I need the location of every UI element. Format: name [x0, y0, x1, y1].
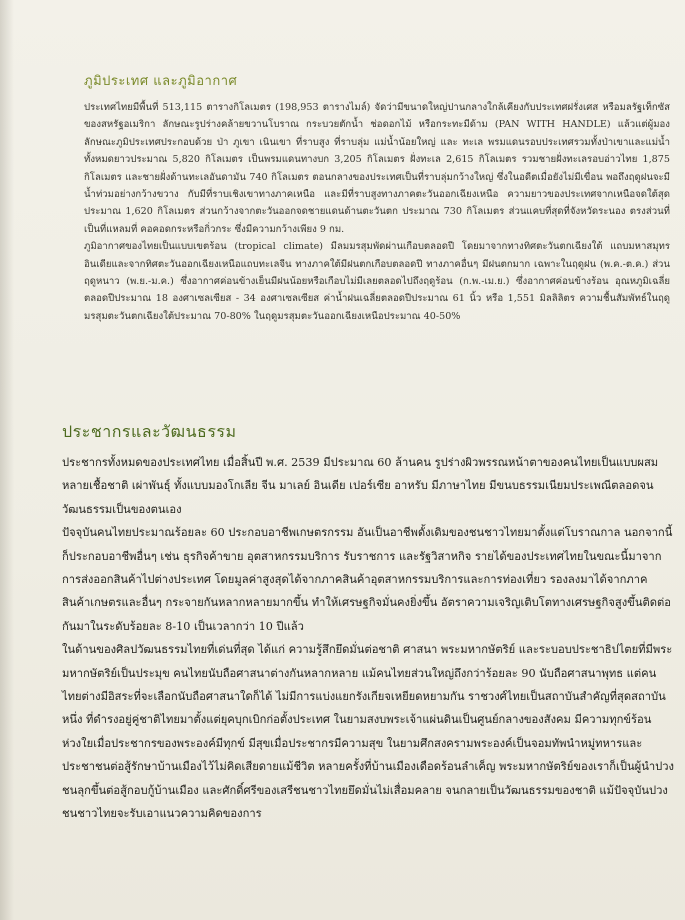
- paragraph-geography: ประเทศไทยมีพื้นที่ 513,115 ตารางกิโลเมตร (198,953 ตารางไมล์) จัดว่ามีขนาดใหญ่ปานกลางใกล้เคียงกับประเทศฝรั่งเศส หรือมลรัฐเท็กซัสของสหรัฐอเมริกา ลักษณะรูปร่างคล้ายขวานโบราณ กระบวยตักน้ำ ช่อดอกไม้ หรือกระทะมีด้าม (PAN WITH HANDLE) แล้วแต่ผู้มอง ลักษณะภูมิประเทศประกอบด้วย ป่า ภูเขา เนินเขา ที่ราบสูง ที่ราบลุ่ม แม่น้ำน้อยใหญ่ และ ทะเล พรมแดนรอบประเทศรวมทั้งป่าเขาและแม่น้ำทั้งหมดยาวประมาณ 5,820 กิโลเมตร เป็นพรมแดนทางบก 3,205 กิโลเมตร ฝั่งทะเล 2,615 กิโลเมตร รวมชายฝั่งทะเลรอบอ่าวไทย 1,875 กิโลเมตร และชายฝั่งด้านทะเลอันดามัน 740 กิโลเมตร ตอนกลางของประเทศเป็นที่ราบลุ่มกว้างใหญ่ ซึ่งในอดีตเมื่อยังไม่มีเขื่อน พอถึงฤดูฝนจะมีน้ำท่วมอย่างกว้างขวาง กับมีที่ราบเชิงเขาทางภาคเหนือ และมีที่ราบสูงทางภาคตะวันออกเฉียงเหนือ ความยาวของประเทศจากเหนือจดใต้สุดประมาณ 1,620 กิโลเมตร ส่วนกว้างจากตะวันออกจดชายแดนด้านตะวันตก ประมาณ 730 กิโลเมตร ส่วนแคบที่สุดที่จังหวัดระนอง ตรงส่วนที่เป็นที่แหลมที่ คอคอดกระหรือกิ่วกระ ซึ่งมีความกว้างเพียง 9 กม.: [84, 102, 670, 235]
- paragraph-climate: ภูมิอากาศของไทยเป็นแบบเขตร้อน (tropical climate) มีลมมรสุมพัดผ่านเกือบตลอดปี โดยมาจากทางทิศตะวันตกเฉียงใต้ แถบมหาสมุทรอินเดียและจากทิศตะวันออกเฉียงเหนือแถบทะเลจีน ทางภาคใต้มีฝนตกเกือบตลอดปี ทางภาคอื่นๆ มีฝนตกมาก เฉพาะในฤดูฝน (พ.ค.-ต.ค.) ส่วนฤดูหนาว (พ.ย.-ม.ค.) ซึ่งอากาศค่อนข้างเย็นมีฝนน้อยหรือเกือบไม่มีเลยตลอดไปถึงฤดูร้อน (ก.พ.-เม.ย.) ซึ่งอากาศค่อนข้างร้อน อุณหภูมิเฉลี่ยตลอดปีประมาณ 18 องศาเซลเซียส - 34 องศาเซลเซียส ค่าน้ำฝนเฉลี่ยตลอดปีประมาณ 61 นิ้ว หรือ 1,551 มิลลิลิตร ความชื้นสัมพัทธ์ในฤดูมรสุมตะวันตกเฉียงใต้ประมาณ 70-80% ในฤดูมรสุมตะวันออกเฉียงเหนือประมาณ 40-50%: [84, 241, 670, 322]
- paragraph-economy: ปัจจุบันคนไทยประมาณร้อยละ 60 ประกอบอาชีพเกษตรกรรม อันเป็นอาชีพดั้งเดิมของชนชาวไทยมาตั้งแต่โบราณกาล นอกจากนี้ก็ประกอบอาชีพอื่นๆ เช่น ธุรกิจค้าขาย อุตสาหกรรมบริการ รับราชการ และรัฐวิสาหกิจ รายได้ของประเทศไทยในขณะนี้มาจากการส่งออกสินค้าไปต่างประเทศ โดยมูลค่าสูงสุดได้จากภาคสินค้าอุตสาหกรรมบริการและการท่องเที่ยว รองลงมาได้จากภาคสินค้าเกษตรและอื่นๆ กระจายกันหลากหลายมากขึ้น ทำให้เศรษฐกิจมั่นคงยิ่งขึ้น อัตราความเจริญเติบโตทางเศรษฐกิจสูงขึ้นติดต่อกันมาในระดับร้อยละ 8-10 เป็นเวลากว่า 10 ปีแล้ว: [62, 526, 673, 633]
- section-geography-climate: [84, 70, 670, 325]
- paragraph-population: ประชากรทั้งหมดของประเทศไทย เมื่อสิ้นปี พ.ศ. 2539 มีประมาณ 60 ล้านคน รูปร่างผิวพรรณหน้าตาของคนไทยเป็นแบบผสมหลายเชื้อชาติ เผ่าพันธุ์ ทั้งแบบมองโกเลีย จีน มาเลย์ อินเดีย เปอร์เซีย อาหรับ มีภาษาไทย มีขนบธรรมเนียมประเพณีตลอดจนวัฒนธรรมเป็นของตนเอง: [62, 456, 659, 516]
- section-population-culture: [62, 420, 674, 826]
- section-heading-geography: ภูมิประเทศ และภูมิอากาศ: [84, 74, 238, 89]
- section-heading-population: ประชากรและวัฒนธรรม: [62, 422, 237, 441]
- page-edge-shadow: [0, 0, 14, 920]
- paragraph-culture: ในด้านของศิลปวัฒนธรรมไทยที่เด่นที่สุด ได้แก่ ความรู้สึกยึดมั่นต่อชาติ ศาสนา พระมหากษัตริย์ และระบอบประชาธิปไตยที่มีพระมหากษัตริย์เป็นประมุข คนไทยนับถือศาสนาต่างกันหลากหลาย แม้คนไทยส่วนใหญ่ถึงกว่าร้อยละ 90 นับถือศาสนาพุทธ แต่คนไทยต่างมีอิสระที่จะเลือกนับถือศาสนาใดก็ได้ ไม่มีการแบ่งแยกรังเกียจเหยียดหยามกัน ราชวงศ์ไทยเป็นสถาบันสำคัญที่สุดสถาบันหนึ่ง ที่ดำรงอยู่คู่ชาติไทยมาตั้งแต่ยุคบุกเบิกก่อตั้งประเทศ ในยามสงบพระเจ้าแผ่นดินเป็นศูนย์กลางของสังคม มีความทุกข์ร้อนห่วงใยเมื่อประชากรของพระองค์มีทุกข์ มีสุขเมื่อประชากรมีความสุข ในยามศึกสงครามพระองค์เป็นจอมทัพนำหมู่ทหารและประชาชนต่อสู้รักษาบ้านเมืองไว้ไม่คิดเสียดายแม้ชีวิต หลายครั้งที่บ้านเมืองเดือดร้อนลำเค็ญ พระมหากษัตริย์ของเราก็เป็นผู้นำปวงชนลุกขึ้นต่อสู้กอบกู้บ้านเมือง และศักดิ์ศรีของเสรีชนชาวไทยยึดมั่นไม่เสื่อมคลาย จนกลายเป็นวัฒนธรรมของชาติ แม้ปัจจุบันปวงชนชาวไทยจะรับเอาแนวความคิดของการ: [62, 643, 674, 821]
